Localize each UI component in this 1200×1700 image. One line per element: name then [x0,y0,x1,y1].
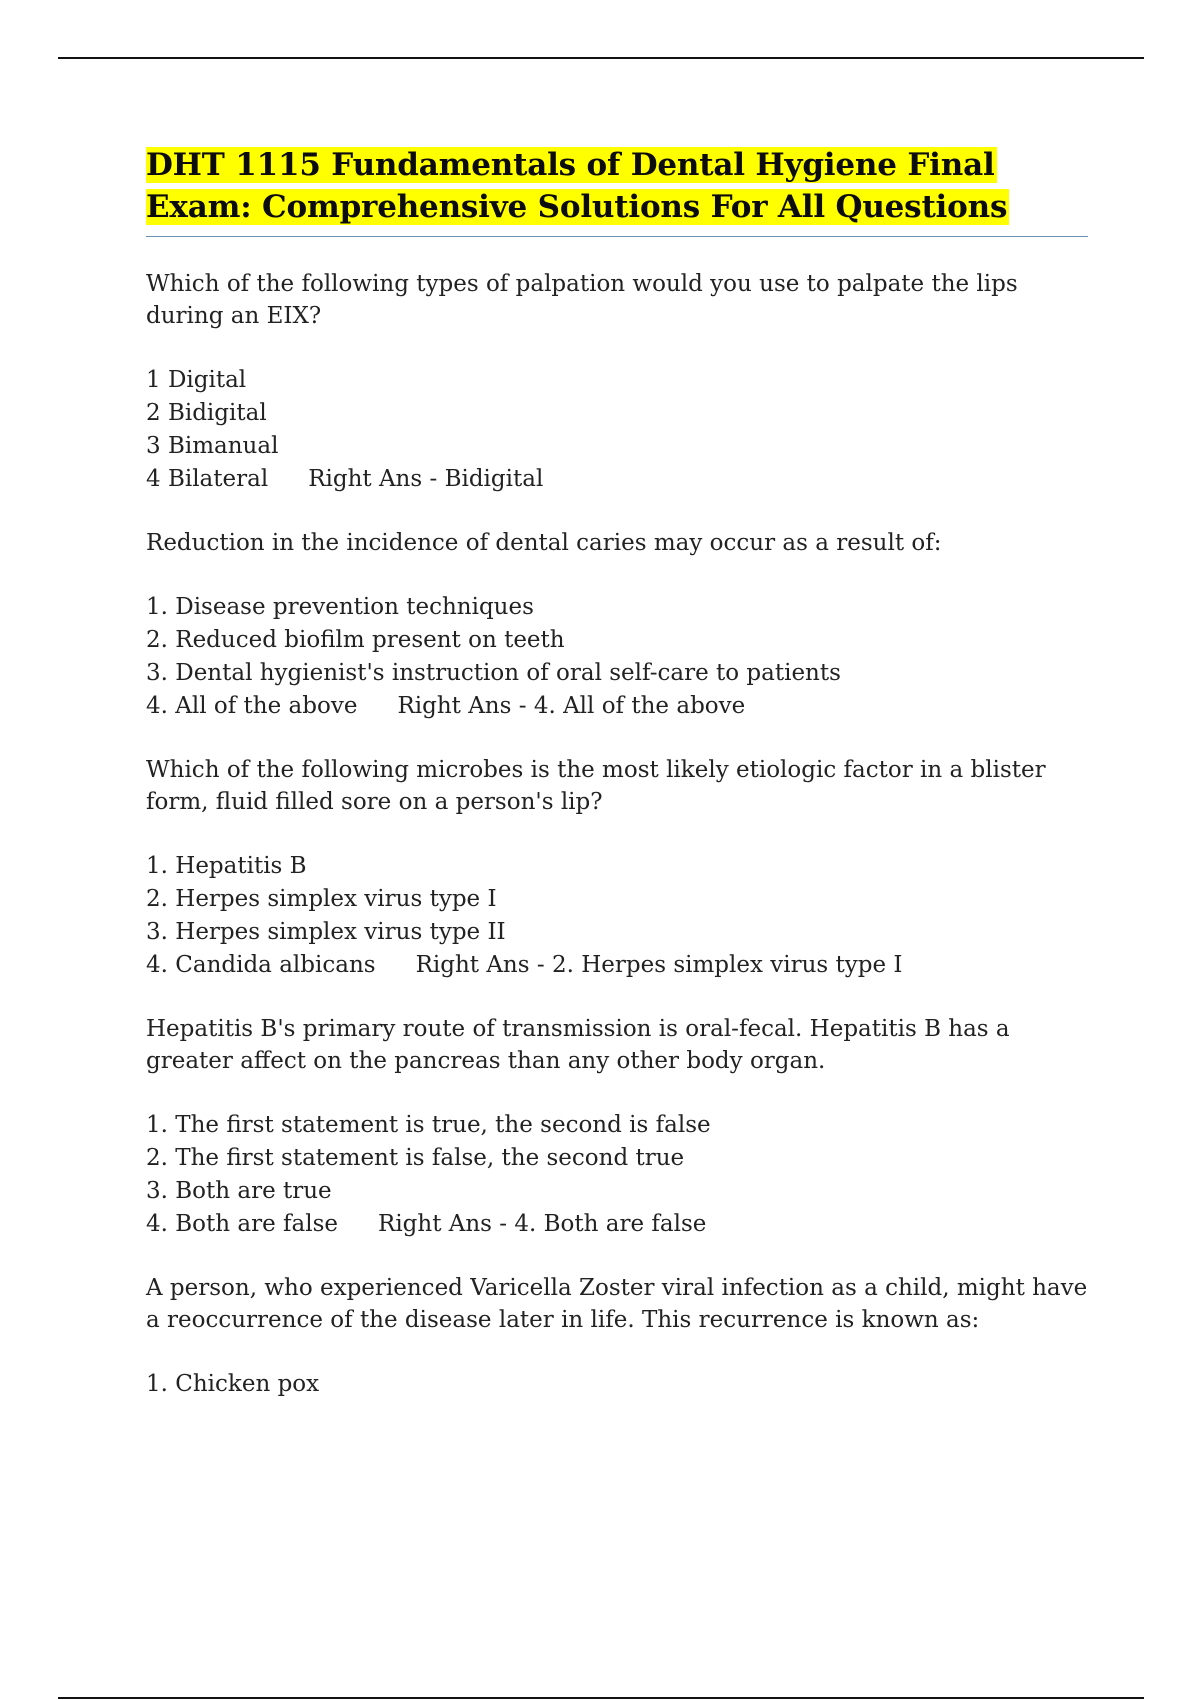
document-body [146,144,1088,1401]
option-label: 4. Candida albicans [146,952,376,978]
title-line-2: Exam: Comprehensive Solutions For All Questions [146,189,1008,225]
option-list [146,850,1088,982]
question-text: A person, who experienced Varicella Zoster viral infection as a child, might have a reoccurrence of the disease later in life. This recurrence is known as: [146,1275,1088,1333]
option-item: 2. Reduced biofilm present on teeth [146,627,565,653]
title-line-1: DHT 1115 Fundamentals of Dental Hygiene Final [146,147,995,183]
page-bottom-rule [58,1697,1144,1699]
option-item-last [146,1208,1088,1241]
option-item: 2 Bidigital [146,400,267,426]
option-list [146,1368,1088,1401]
option-item: 1. Disease prevention techniques [146,594,534,620]
question-block [146,527,1088,723]
right-answer: Right Ans - 4. All of the above [397,693,746,719]
option-item: 1. Hepatitis B [146,853,307,879]
question-text: Reduction in the incidence of dental caries may occur as a result of: [146,530,942,556]
right-answer: Right Ans - Bidigital [308,466,544,492]
right-answer: Right Ans - 4. Both are false [378,1211,707,1237]
question-text: Which of the following types of palpation would you use to palpate the lips during an EIX? [146,271,1018,329]
question-block [146,754,1088,982]
document-title [146,144,1088,228]
option-item-last [146,690,1088,723]
option-label: 4. Both are false [146,1211,338,1237]
option-item: 2. The first statement is false, the second true [146,1145,685,1171]
right-answer: Right Ans - 2. Herpes simplex virus type I [415,952,903,978]
question-block [146,268,1088,496]
title-underline [146,236,1088,237]
option-item: 3. Herpes simplex virus type II [146,919,506,945]
option-list [146,364,1088,496]
question-text: Hepatitis B's primary route of transmission is oral-fecal. Hepatitis B has a greater affect on the pancreas than any other body organ. [146,1016,1010,1074]
question-block [146,1013,1088,1241]
option-list [146,1109,1088,1241]
option-item: 1. The first statement is true, the second is false [146,1112,711,1138]
option-item-last [146,949,1088,982]
option-item: 3 Bimanual [146,433,279,459]
option-list [146,591,1088,723]
option-item-last [146,463,1088,496]
question-text: Which of the following microbes is the most likely etiologic factor in a blister form, fluid filled sore on a person's lip? [146,757,1046,815]
option-label: 4 Bilateral [146,466,269,492]
option-item: 3. Dental hygienist's instruction of oral self-care to patients [146,660,841,686]
option-item: 3. Both are true [146,1178,332,1204]
question-block [146,1272,1088,1401]
page-top-rule [58,57,1144,59]
option-item: 1 Digital [146,367,247,393]
option-item: 1. Chicken pox [146,1371,320,1397]
option-item: 2. Herpes simplex virus type I [146,886,497,912]
option-label: 4. All of the above [146,693,358,719]
